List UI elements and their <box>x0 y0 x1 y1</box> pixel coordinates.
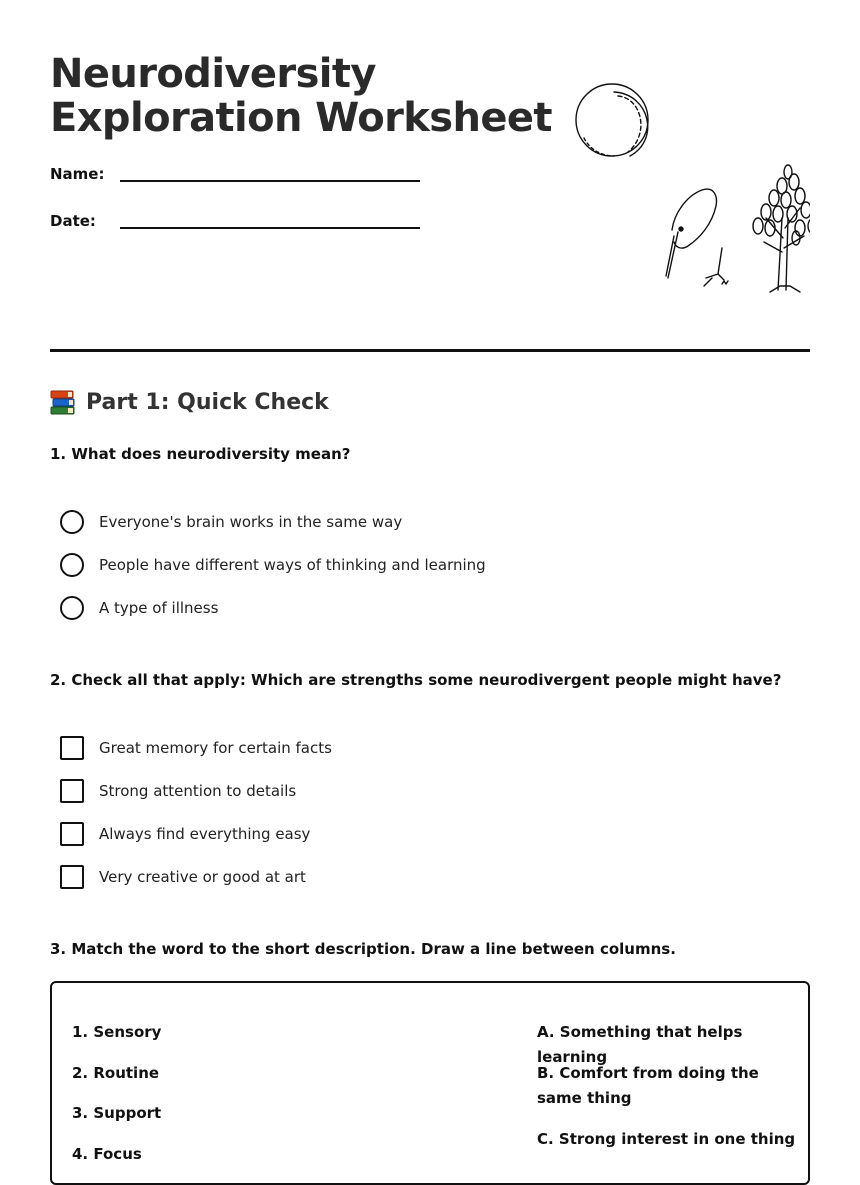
date-line[interactable] <box>120 227 420 229</box>
match-word-4[interactable]: 4. Focus <box>72 1145 142 1163</box>
q1-option-1[interactable] <box>60 509 402 535</box>
matching-box[interactable] <box>50 981 810 1185</box>
match-word-3[interactable]: 3. Support <box>72 1104 162 1122</box>
q2-option-4[interactable] <box>60 864 306 890</box>
section-divider <box>50 349 810 352</box>
checkbox[interactable] <box>60 736 84 760</box>
option-label: Everyone's brain works in the same way <box>99 513 403 531</box>
worksheet-title <box>50 52 570 140</box>
part1-title: Part 1: Quick Check <box>86 389 329 415</box>
question-2: 2. Check all that apply: Which are strengths some neurodivergent people might have? <box>50 671 782 689</box>
q2-option-3[interactable] <box>60 821 310 847</box>
match-word-2[interactable]: 2. Routine <box>72 1064 160 1082</box>
date-label: Date: <box>50 212 96 230</box>
match-description-c[interactable]: C. Strong interest in one thing <box>537 1130 796 1148</box>
option-label: A type of illness <box>99 599 219 617</box>
title-line-1: Neurodiversity <box>50 51 376 97</box>
option-label: Great memory for certain facts <box>99 739 332 757</box>
q2-option-2[interactable] <box>60 778 296 804</box>
moon-icon <box>576 84 648 156</box>
books-icon <box>50 388 76 416</box>
name-line[interactable] <box>120 180 420 182</box>
question-3: 3. Match the word to the short description. Draw a line between columns. <box>50 940 676 958</box>
checkbox[interactable] <box>60 779 84 803</box>
option-label: Always find everything easy <box>99 825 311 843</box>
option-label: Strong attention to details <box>99 782 297 800</box>
option-label: Very creative or good at art <box>99 868 306 886</box>
checkbox[interactable] <box>60 865 84 889</box>
match-description-a[interactable]: A. Something that helps learning <box>537 1023 743 1066</box>
q1-option-3[interactable] <box>60 595 218 621</box>
date-field[interactable] <box>50 212 420 242</box>
kiwi-bird-icon <box>666 189 728 286</box>
part1-heading <box>50 388 329 416</box>
radio-button[interactable] <box>60 553 84 577</box>
match-description-b[interactable]: B. Comfort from doing the same thing <box>537 1064 759 1107</box>
name-field[interactable] <box>50 165 420 195</box>
illustration <box>570 78 810 298</box>
checkbox[interactable] <box>60 822 84 846</box>
option-label: People have different ways of thinking and learning <box>99 556 486 574</box>
match-word-1[interactable]: 1. Sensory <box>72 1023 162 1041</box>
q1-option-2[interactable] <box>60 552 486 578</box>
tree-icon <box>753 165 810 292</box>
radio-button[interactable] <box>60 596 84 620</box>
radio-button[interactable] <box>60 510 84 534</box>
name-label: Name: <box>50 165 105 183</box>
title-line-2: Exploration Worksheet <box>50 95 552 141</box>
q2-option-1[interactable] <box>60 735 332 761</box>
question-1: 1. What does neurodiversity mean? <box>50 445 351 463</box>
